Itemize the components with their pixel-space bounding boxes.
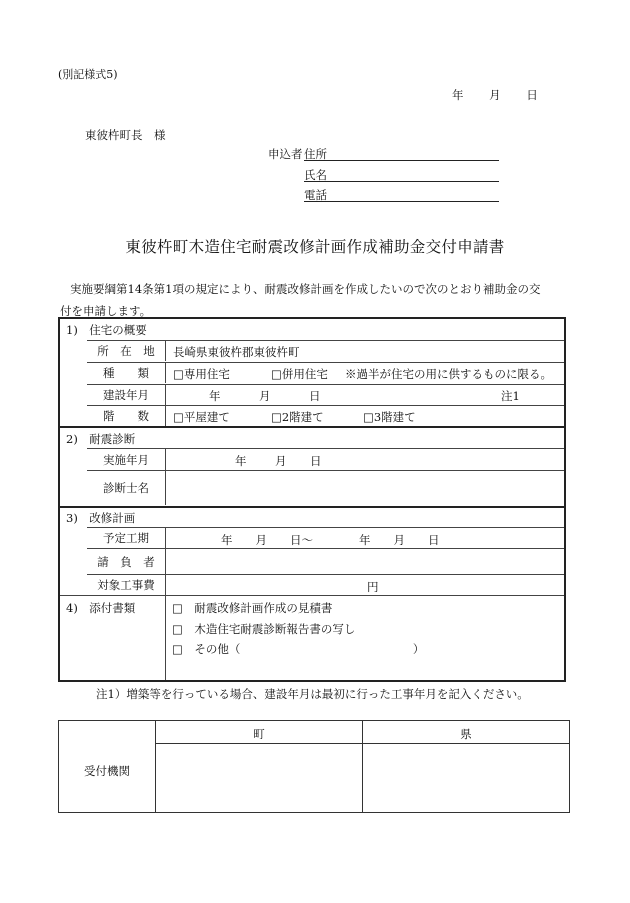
built-day: 日 bbox=[309, 389, 321, 403]
diagnosis-month: 月 bbox=[275, 454, 287, 468]
floors-option-3[interactable]: □3階建て bbox=[363, 410, 416, 424]
name-field[interactable] bbox=[304, 165, 499, 182]
floors-option-1[interactable]: □平屋建て bbox=[173, 410, 230, 424]
section-divider bbox=[60, 426, 564, 428]
reception-town-header: 町 bbox=[253, 727, 265, 741]
address-field[interactable] bbox=[304, 144, 499, 161]
section-4-header: 4) 添付書類 bbox=[66, 601, 136, 615]
type-label: 種 類 bbox=[87, 363, 166, 383]
intro-line-1: 実施要綱第14条第1項の規定により、耐震改修計画を作成したいので次のとおり補助金の交 bbox=[70, 282, 541, 296]
row-period bbox=[87, 527, 564, 549]
date-month: 月 bbox=[489, 88, 501, 102]
row-location bbox=[87, 340, 564, 361]
applicant-header: 申込者 bbox=[268, 147, 303, 161]
built-label: 建設年月 bbox=[87, 385, 166, 405]
reception-town-cell bbox=[156, 721, 363, 812]
date-line bbox=[452, 87, 538, 103]
reception-header-line bbox=[156, 743, 569, 744]
intro-line-2: 付を申請します。 bbox=[60, 304, 152, 318]
diagnosis-day: 日 bbox=[310, 454, 322, 468]
built-year: 年 bbox=[209, 389, 221, 403]
row-type bbox=[87, 362, 564, 383]
cost-label: 対象工事費 bbox=[87, 575, 166, 596]
section-2-header: 2) 耐震診断 bbox=[66, 432, 136, 446]
row-inspector bbox=[87, 470, 564, 505]
period-label: 予定工期 bbox=[87, 528, 166, 549]
row-diagnosis-date bbox=[87, 448, 564, 471]
section-3-header: 3) 改修計画 bbox=[66, 511, 136, 525]
applicant-phone-label: 電話 bbox=[304, 188, 327, 202]
attachment-estimate[interactable]: □ 耐震改修計画作成の見積書 bbox=[172, 601, 333, 615]
diagnosis-year: 年 bbox=[235, 454, 247, 468]
application-form-table bbox=[58, 317, 566, 682]
location-value: 長崎県東彼杵郡東彼杵町 bbox=[173, 345, 300, 359]
row-contractor bbox=[87, 548, 564, 575]
floors-option-2[interactable]: □2階建て bbox=[271, 410, 324, 424]
floors-label: 階 数 bbox=[87, 406, 166, 426]
attachment-other[interactable]: □ その他（ ） bbox=[172, 642, 425, 656]
contractor-label: 請 負 者 bbox=[87, 549, 166, 575]
column-divider bbox=[165, 595, 166, 680]
row-floors bbox=[87, 405, 564, 426]
row-cost bbox=[87, 574, 564, 596]
applicant-name-label: 氏名 bbox=[304, 168, 327, 182]
type-note: ※過半が住宅の用に供するものに限る。 bbox=[345, 367, 552, 381]
applicant-address-label: 住所 bbox=[304, 147, 327, 161]
reception-label: 受付機関 bbox=[84, 764, 130, 778]
addressee: 東彼杵町長 様 bbox=[85, 128, 166, 142]
type-option-combined[interactable]: □併用住宅 bbox=[271, 367, 328, 381]
built-note: 注1 bbox=[501, 389, 520, 403]
reception-table bbox=[58, 720, 570, 813]
built-month: 月 bbox=[259, 389, 271, 403]
intro-text bbox=[60, 278, 580, 322]
cost-unit: 円 bbox=[367, 580, 379, 594]
date-year: 年 bbox=[452, 88, 464, 102]
diagnosis-date-label: 実施年月 bbox=[87, 449, 166, 471]
attachment-diagnosis-report[interactable]: □ 木造住宅耐震診断報告書の写し bbox=[172, 622, 356, 636]
page-title: 東彼杵町木造住宅耐震改修計画作成補助金交付申請書 bbox=[125, 238, 505, 256]
location-label: 所 在 地 bbox=[87, 341, 166, 361]
row-built-date bbox=[87, 384, 564, 405]
reception-label-cell bbox=[59, 721, 156, 812]
section-divider bbox=[60, 506, 564, 508]
footnote: 注1）増築等を行っている場合、建設年月は最初に行った工事年月を記入ください。 bbox=[96, 687, 529, 701]
period-value: 年 月 日〜 年 月 日 bbox=[221, 533, 440, 547]
inspector-label: 診断士名 bbox=[87, 471, 166, 505]
section-divider bbox=[60, 595, 564, 596]
section-1-header: 1) 住宅の概要 bbox=[66, 323, 147, 337]
date-day: 日 bbox=[526, 88, 538, 102]
type-option-dedicated[interactable]: □専用住宅 bbox=[173, 367, 230, 381]
phone-field[interactable] bbox=[304, 185, 499, 202]
form-number: (別記様式5) bbox=[58, 68, 118, 81]
reception-prefecture-header: 県 bbox=[460, 727, 472, 741]
